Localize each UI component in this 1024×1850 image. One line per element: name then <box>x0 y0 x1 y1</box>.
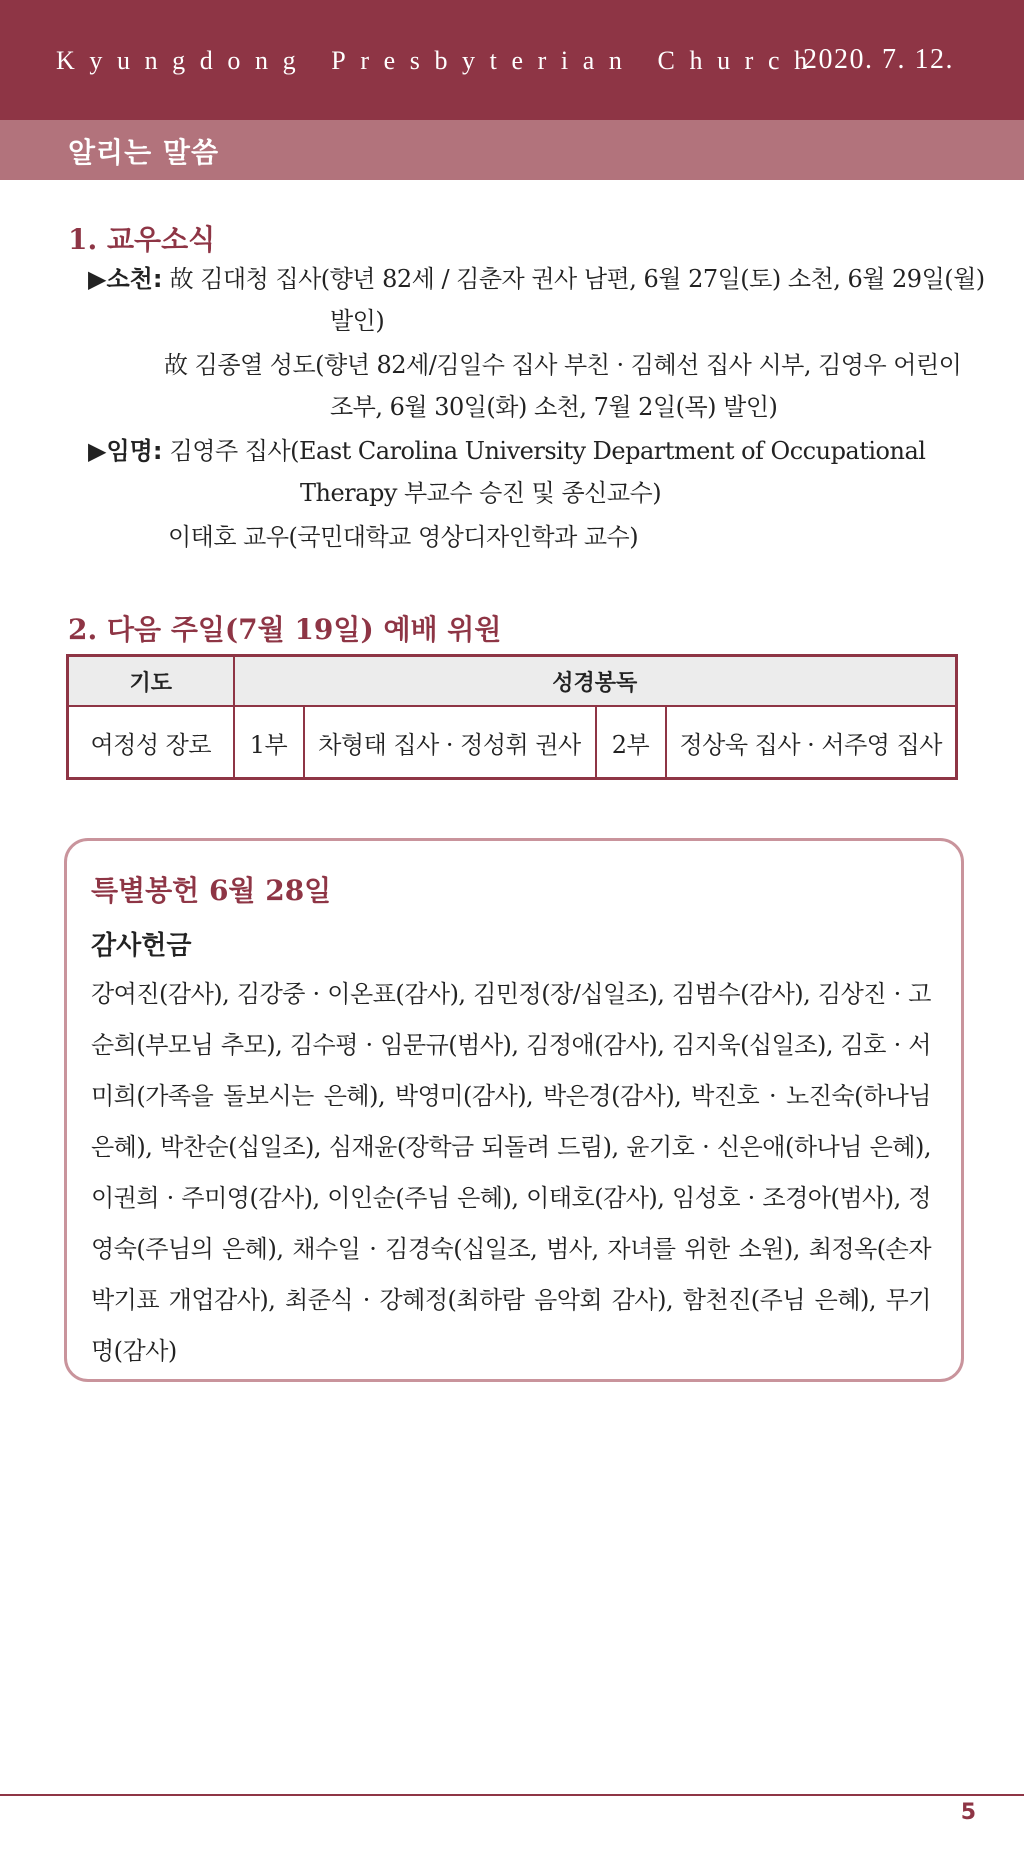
condolence-label: ▶소천: <box>88 265 163 293</box>
condolence-1-line2: 발인) <box>330 307 385 335</box>
condolence-2-line2: 조부, 6월 30일(화) 소천, 7월 2일(목) 발인) <box>330 393 778 421</box>
condolence-1-line1: 故 김대청 집사(향년 82세 / 김춘자 권사 남편, 6월 27일(토) 소천, 6월 29일(월) <box>169 265 985 293</box>
footer-divider <box>0 1794 1024 1796</box>
offering-list: 강여진(감사), 김강중 · 이온표(감사), 김민정(장/십일조), 김범수(감사), 김상진 · 고순희(부모님 추모), 김수평 · 임문규(범사), 김정애(감사), 김지욱(십일조), 김호 · 서미희(가족을 돌보시는 은혜), 박영미(감사), 박은경(감사), 박진호 · 노진숙(하나님 은혜), 박찬순(십일조), 심재윤(장학금 되돌려 드림), 윤기호 · 신은애(하나님 은혜), 이권희 · 주미영(감사), 이인순(주님 은혜), 이태호(감사), 임성호 · 조경아(범사), 정영숙(주님의 은혜), 채수일 · 김경숙(십일조, 범사, 자녀를 위한 소원), 최정옥(손자 박기표 개업감사), 최준식 · 강혜정(최하람 음악회 감사), 함천진(주님 은혜), 무기명(감사) <box>91 980 931 1365</box>
offering-subtitle: 감사헌금 <box>91 931 192 961</box>
offering-title: 특별봉헌 6월 28일 <box>91 874 332 907</box>
prayer-person: 여정성 장로 <box>68 706 234 779</box>
appointment-label: ▶임명: <box>88 437 163 465</box>
service-roster-table <box>66 654 958 780</box>
special-offering-box <box>64 838 964 1382</box>
prayer-header: 기도 <box>68 656 234 707</box>
roster-header-row <box>68 656 957 707</box>
appointment-1-line2: Therapy 부교수 승진 및 종신교수) <box>300 479 662 507</box>
second-service-label: 2부 <box>596 706 666 779</box>
appointment-entry-1 <box>88 430 925 472</box>
header-bar <box>0 0 1024 120</box>
section-title: 알리는 말씀 <box>68 136 219 169</box>
appointment-1-line1: 김영주 집사(East Carolina University Department of Occupational <box>169 437 926 465</box>
service-heading: 2. 다음 주일(7월 19일) 예배 위원 <box>68 613 502 646</box>
condolence-entry-1 <box>88 258 985 300</box>
news-heading: 1. 교우소식 <box>68 223 216 256</box>
reading-header: 성경봉독 <box>234 656 957 707</box>
appointment-2: 이태호 교우(국민대학교 영상디자인학과 교수) <box>168 523 639 551</box>
roster-row <box>68 706 957 779</box>
page-number: 5 <box>960 1800 976 1825</box>
bulletin-date: 2020. 7. 12. <box>803 44 954 75</box>
church-name: Kyungdong Presbyterian Church <box>56 46 822 75</box>
second-service-readers: 정상욱 집사 · 서주영 집사 <box>666 706 957 779</box>
section-bar <box>0 120 1024 180</box>
condolence-2-line1: 故 김종열 성도(향년 82세/김일수 집사 부친 · 김혜선 집사 시부, 김영우 어린이 <box>164 351 962 379</box>
first-service-label: 1부 <box>234 706 304 779</box>
first-service-readers: 차형태 집사 · 정성휘 권사 <box>304 706 596 779</box>
